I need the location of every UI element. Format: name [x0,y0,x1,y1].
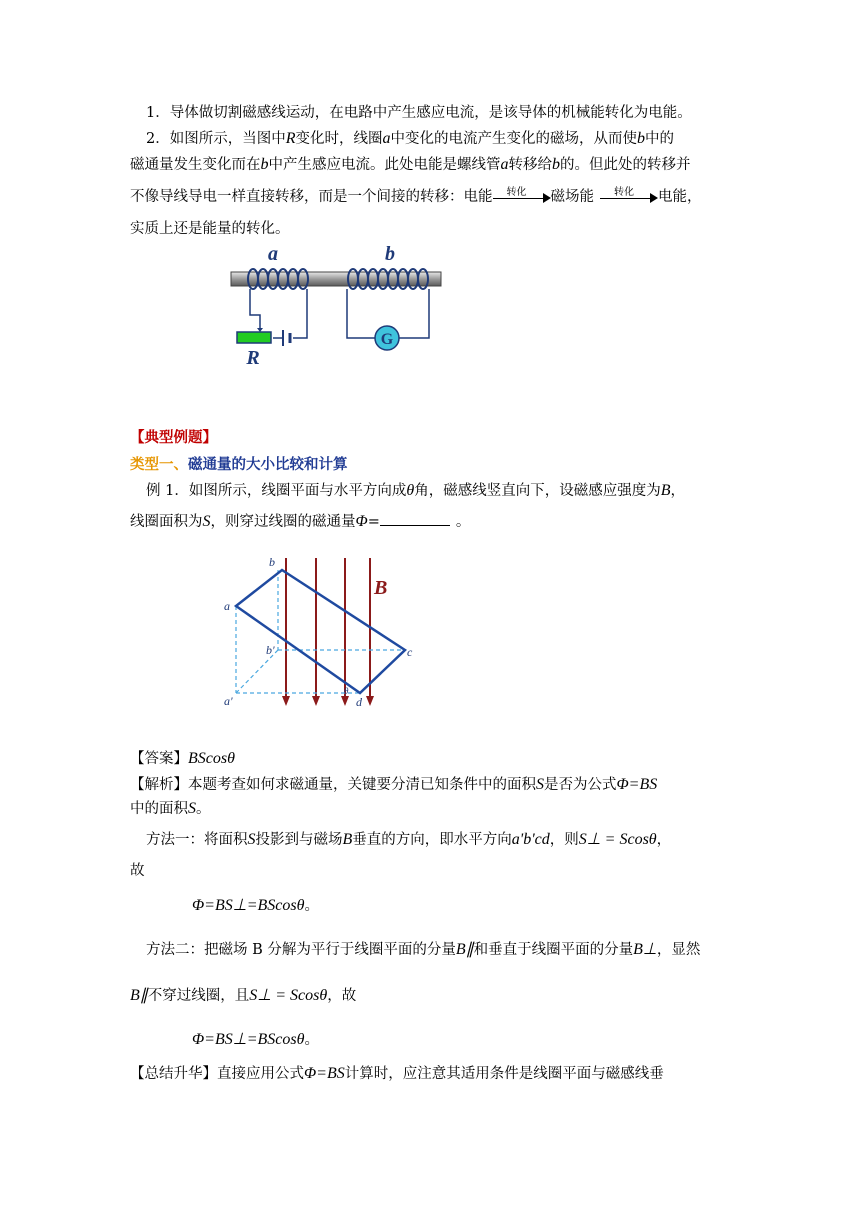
text: 。 [196,801,211,817]
var-B-perp: B⊥ [633,941,657,958]
text: ， [670,483,685,499]
heading-text: 【典型例题】 [130,430,217,446]
text: 。 [455,514,471,530]
text: 故 [130,863,145,879]
arrow-head [543,193,551,203]
summary-line-1 [130,1064,664,1084]
var-B-parallel: B∥ [455,941,474,958]
analysis-line-1 [130,775,657,795]
arrow-label: 转化 [506,187,527,198]
rheostat-label: R [246,347,260,369]
method2-result [192,1030,319,1050]
formula: Φ=BS [304,1065,345,1082]
text: 直接应用公式 [217,1066,304,1082]
coil-a-label: a [268,243,278,265]
method2-line-2 [130,986,356,1006]
angle-theta: θ [344,686,349,696]
text: ， [656,832,672,848]
text: ，则 [549,832,579,848]
paragraph-2-line-3 [130,187,702,207]
var-S: S [202,513,211,530]
type-heading [130,455,348,475]
analysis-tag: 【解析】 [130,777,188,793]
var-B: B [342,831,353,848]
text: 方法一：将面积 [146,832,248,848]
text: 中的面积 [130,801,188,817]
text: 本题考查如何求磁通量，关键要分清已知条件中的面积 [188,777,536,793]
text: 电能， [658,189,702,205]
answer-value: BScosθ [188,750,235,767]
var-B-parallel: B∥ [130,987,148,1004]
paragraph-2-line-2 [130,155,691,175]
text: 。 [304,898,319,914]
method1-line-2 [130,861,145,881]
text: ，显然 [656,942,701,958]
text: = [367,514,380,530]
var-theta: θ [406,482,415,499]
text: 线圈面积为 [130,514,203,530]
result-equation: Φ=BS⊥=BScosθ [192,1031,305,1048]
method1-result [192,896,319,916]
text: 中的 [645,131,675,147]
example-line-1 [146,481,685,501]
var-b: b [552,156,560,173]
text: 中变化的电流产生变化的磁场，从而使 [390,131,638,147]
text: 方法二：把磁场 B 分解为平行于线圈平面的分量 [146,942,456,958]
text: 垂直的方向，即水平方向 [352,832,512,848]
var-phi: Φ [355,513,368,530]
equation: S⊥ = Scosθ [249,987,328,1004]
text: 磁通量发生变化而在 [130,157,261,173]
plane-label: a'b'cd [511,831,550,848]
text: 转移给 [508,157,552,173]
arrow-label: 转化 [614,187,634,198]
tilted-coil-figure [220,548,420,718]
equation: S⊥ = Scosθ [578,831,657,848]
galvanometer-label: G [380,331,394,348]
arrow-shaft [493,198,545,199]
paragraph-1 [146,103,692,123]
vertex-b: b [269,555,275,569]
vertex-a-prime: a' [224,694,233,708]
method1-line-1 [146,830,671,850]
text: 实质上还是能量的转化。 [130,221,290,237]
vertex-c: c [407,645,413,659]
vertex-a: a [224,599,230,613]
circuit-wires [250,289,429,338]
rheostat-R [237,332,271,343]
var-R: R [285,130,296,147]
method2-line-1 [146,940,700,960]
type-title: 磁通量的大小比较和计算 [188,457,348,473]
text: 投影到与磁场 [255,832,343,848]
result-equation: Φ=BS⊥=BScosθ [192,897,305,914]
vertex-b-prime: b' [266,643,275,657]
summary-tag: 【总结升华】 [130,1066,217,1082]
var-S: S [188,800,196,817]
arrow-shaft [600,198,652,199]
answer-line [130,749,235,769]
solenoid-circuit-figure [225,240,455,370]
text: 不穿过线圈，且 [147,988,250,1004]
analysis-line-2 [130,799,211,819]
conversion-arrow [600,187,658,207]
paragraph-2-line-1 [146,129,674,149]
var-b: b [637,130,646,147]
text: 和垂直于线圈平面的分量 [473,942,634,958]
text: 。 [304,1032,319,1048]
conversion-arrow [493,187,551,207]
text: 的。但此处的转移并 [560,157,691,173]
var-a: a [500,156,509,173]
text: 2．如图所示，当图中 [146,131,286,147]
text: 变化时，线圈 [295,131,383,147]
text: 例 1．如图所示，线圈平面与水平方向成 [146,483,407,499]
var-B: B [660,482,671,499]
text: ，故 [327,988,357,1004]
example-line-2 [130,511,470,532]
text: ，则穿过线圈的磁通量 [210,514,356,530]
field-lines [286,558,370,698]
vertex-d: d [356,695,362,709]
var-a: a [382,130,391,147]
var-S: S [247,831,256,848]
arrow-head [650,193,658,203]
formula: Φ=BS [616,776,658,793]
answer-blank [380,511,450,526]
text: 角，磁感线竖直向下，设磁感应强度为 [414,483,661,499]
text: 是否为公式 [544,777,617,793]
text: 1．导体做切割磁感线运动，在电路中产生感应电流，是该导体的机械能转化为电能。 [146,105,692,121]
field-B-label: B [374,577,388,599]
text: 计算时，应注意其适用条件是线圈平面与磁感线垂 [344,1066,664,1082]
var-S: S [536,776,544,793]
paragraph-2-line-4 [130,219,290,239]
coil-b-label: b [385,243,395,265]
var-b: b [260,156,269,173]
text: 不像导线导电一样直接转移，而是一个间接的转移：电能 [130,189,493,205]
section-heading [130,428,217,448]
answer-tag: 【答案】 [130,751,188,767]
text: 磁场能 [550,189,594,205]
type-prefix: 类型一、 [130,457,188,473]
text: 中产生感应电流。此处电能是螺线管 [268,157,501,173]
